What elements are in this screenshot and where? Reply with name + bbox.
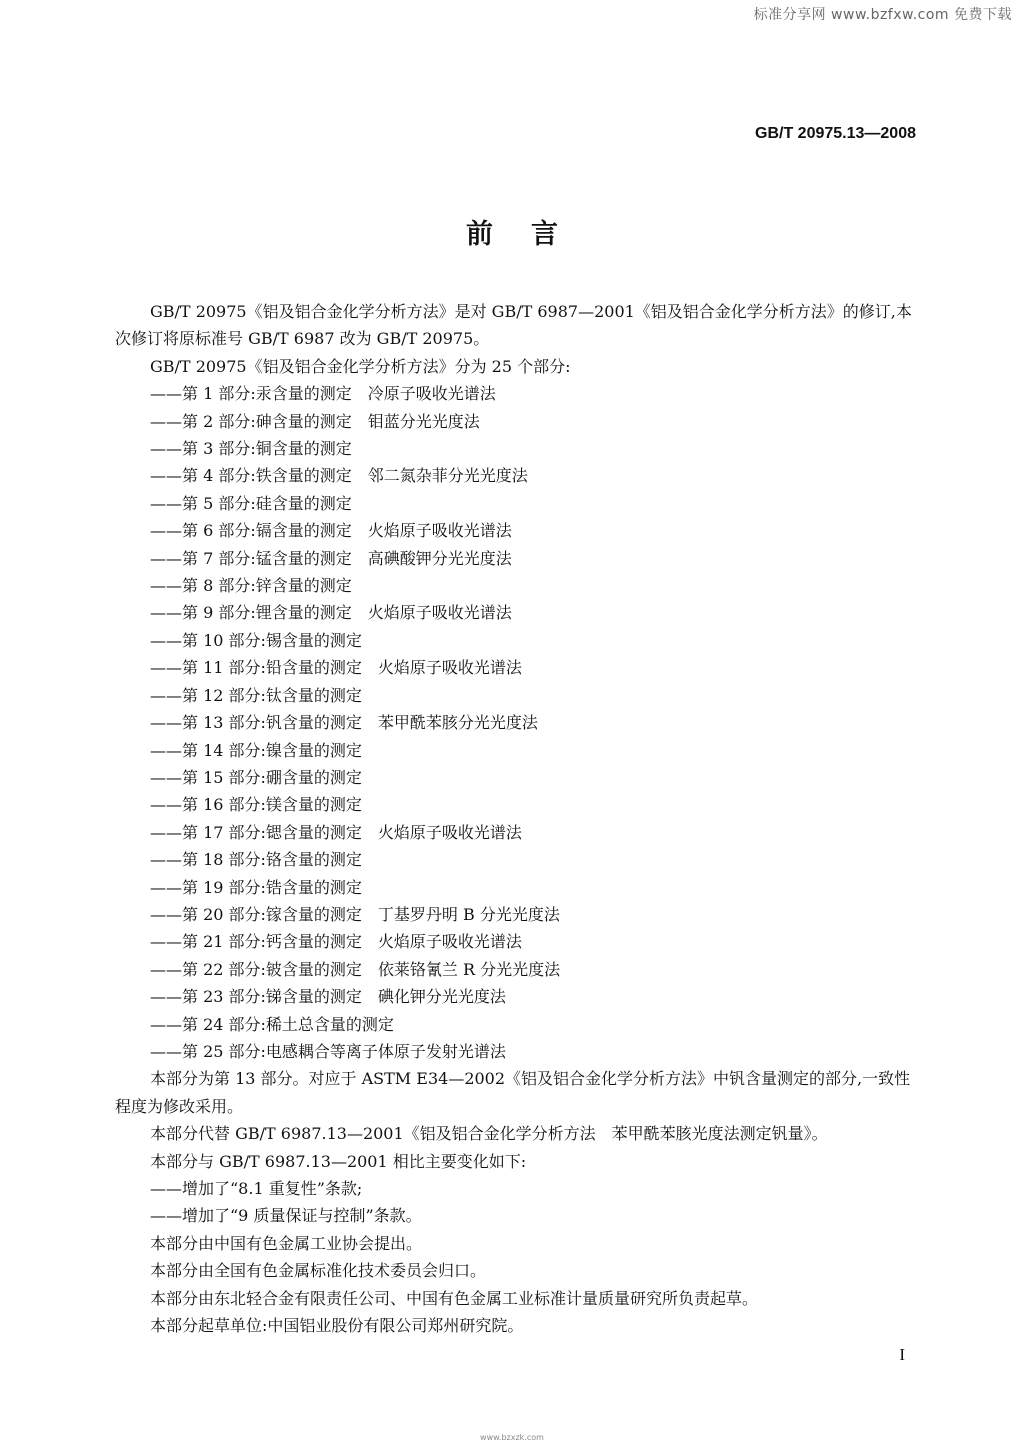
- part-list-item: ——第 14 部分:镍含量的测定: [150, 740, 362, 760]
- part-list-item: ——第 9 部分:锂含量的测定 火焰原子吸收光谱法: [150, 603, 512, 623]
- part-list-item: ——第 17 部分:锶含量的测定 火焰原子吸收光谱法: [150, 822, 522, 842]
- part-list-item: ——第 15 部分:硼含量的测定: [150, 767, 362, 787]
- part-list-item: ——第 25 部分:电感耦合等离子体原子发射光谱法: [150, 1041, 506, 1061]
- part-list-item: ——第 3 部分:铜含量的测定: [150, 439, 352, 459]
- part-list-item: ——第 10 部分:锡含量的测定: [150, 630, 362, 650]
- responsible-drafting-paragraph: 本部分由东北轻合金有限责任公司、中国有色金属工业标准计量质量研究所负责起草。: [150, 1288, 759, 1308]
- parts-intro-paragraph: GB/T 20975《铝及铝合金化学分析方法》分为 25 个部分:: [150, 356, 571, 376]
- part-list-item: ——第 5 部分:硅含量的测定: [150, 493, 352, 513]
- part-list-item: ——第 2 部分:砷含量的测定 钼蓝分光光度法: [150, 411, 480, 431]
- part-list-item: ——第 7 部分:锰含量的测定 高碘酸钾分光光度法: [150, 548, 512, 568]
- replace-paragraph: 本部分代替 GB/T 6987.13—2001《铝及铝合金化学分析方法 苯甲酰苯胲光度法测定钒量》。: [150, 1124, 828, 1144]
- part-list-item: ——第 18 部分:铬含量的测定: [150, 850, 362, 870]
- page-title: 前言: [466, 219, 596, 250]
- part-list-item: ——第 12 部分:钛含量的测定: [150, 685, 362, 705]
- part-list-item: ——第 21 部分:钙含量的测定 火焰原子吸收光谱法: [150, 932, 522, 952]
- standard-number: GB/T 20975.13—2008: [755, 125, 916, 142]
- part13-paragraph: 本部分为第 13 部分。对应于 ASTM E34—2002《铝及铝合金化学分析方法》中钒含量测定的部分,一致性程度为修改采用。: [115, 1069, 911, 1116]
- part-list-item: ——第 1 部分:汞含量的测定 冷原子吸收光谱法: [150, 384, 496, 404]
- part-list-item: ——第 22 部分:铍含量的测定 依莱铬氰兰 R 分光光度法: [150, 959, 561, 979]
- document-body: [115, 298, 915, 1339]
- centralized-by-paragraph: 本部分由全国有色金属标准化技术委员会归口。: [150, 1261, 487, 1281]
- intro-paragraph: GB/T 20975《铝及铝合金化学分析方法》是对 GB/T 6987—2001《铝及铝合金化学分析方法》的修订,本次修订将原标准号 GB/T 6987 改为 GB/T 20975。: [115, 302, 912, 349]
- parts-list: [115, 380, 915, 1065]
- changes-paragraph: 本部分与 GB/T 6987.13—2001 相比主要变化如下:: [150, 1151, 527, 1171]
- part-list-item: ——第 24 部分:稀土总含量的测定: [150, 1014, 394, 1034]
- part-list-item: ——第 20 部分:镓含量的测定 丁基罗丹明 B 分光光度法: [150, 904, 560, 924]
- change-item: ——增加了“9 质量保证与控制”条款。: [150, 1206, 422, 1226]
- part-list-item: ——第 16 部分:镁含量的测定: [150, 795, 362, 815]
- part-list-item: ——第 19 部分:锆含量的测定: [150, 877, 362, 897]
- footer-watermark: www.bzxzk.com: [480, 1433, 544, 1442]
- part-list-item: ——第 23 部分:锑含量的测定 碘化钾分光光度法: [150, 987, 506, 1007]
- part-list-item: ——第 13 部分:钒含量的测定 苯甲酰苯胲分光光度法: [150, 713, 538, 733]
- watermark-text: 标准分享网 www.bzfxw.com 免费下载: [753, 7, 1012, 23]
- part-list-item: ——第 6 部分:镉含量的测定 火焰原子吸收光谱法: [150, 521, 512, 541]
- part-list-item: ——第 8 部分:锌含量的测定: [150, 576, 352, 596]
- part-list-item: ——第 4 部分:铁含量的测定 邻二氮杂菲分光光度法: [150, 466, 528, 486]
- change-item: ——增加了“8.1 重复性”条款;: [150, 1179, 363, 1198]
- drafting-unit-paragraph: 本部分起草单位:中国铝业股份有限公司郑州研究院。: [150, 1316, 524, 1336]
- proposed-by-paragraph: 本部分由中国有色金属工业协会提出。: [150, 1233, 423, 1253]
- part-list-item: ——第 11 部分:铅含量的测定 火焰原子吸收光谱法: [150, 658, 522, 678]
- page-number: I: [899, 1345, 905, 1364]
